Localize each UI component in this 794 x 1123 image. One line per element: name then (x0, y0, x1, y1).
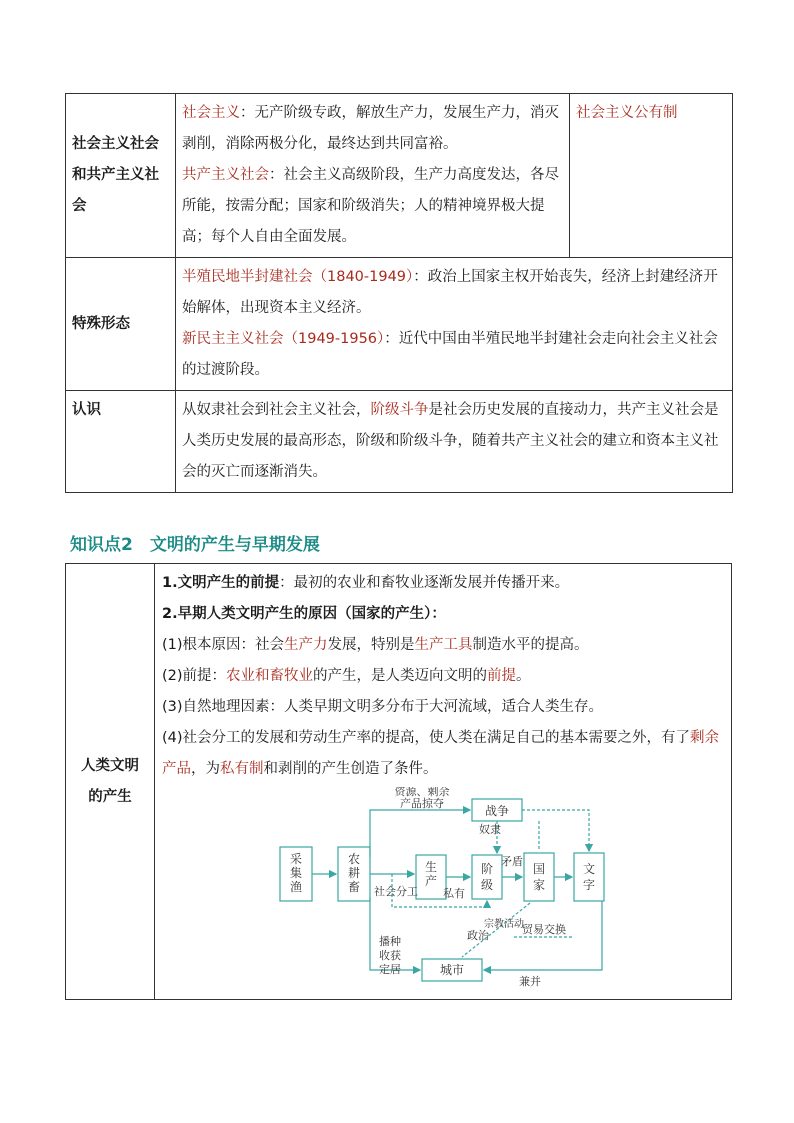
sub-item-2-mid: 的产生，是人类迈向文明的 (313, 668, 488, 684)
sub-item-1-post: 制造水平的提高。 (472, 637, 589, 653)
label-war: 战争 (484, 804, 510, 818)
private-ownership-term: 私有制 (220, 761, 264, 777)
label-city: 城市 (439, 963, 465, 977)
special-forms-cell (176, 258, 733, 391)
label-conflict: 矛盾 (501, 855, 523, 868)
civilization-cell (155, 564, 732, 1000)
sub-item-1 (162, 630, 725, 661)
label-annex: 兼并 (519, 975, 541, 987)
agriculture-term: 农业和畜牧业 (226, 668, 314, 684)
label-prod-2: 产 (424, 874, 438, 888)
item-2-head: 2.早期人类文明产生的原因（国家的产生）： (162, 606, 446, 622)
sub-item-3: (3)自然地理因素：人类早期文明多分布于大河流域，适合人类生存。 (162, 699, 604, 715)
label-plunder: 产品掠夺 (400, 797, 444, 810)
sub-item-2-pre: (2)前提： (162, 668, 227, 684)
society-forms-table (65, 93, 733, 493)
premise-term: 前提 (487, 668, 517, 684)
label-settle: 定居 (379, 963, 401, 976)
class-struggle-term: 阶级斗争 (370, 402, 429, 418)
label-prod-1: 生 (424, 860, 438, 874)
label-gather-2: 集 (289, 866, 303, 880)
semi-colonial-term: 半殖民地半封建社会（1840-1949） (182, 269, 414, 285)
label-religion: 宗教活动 (484, 919, 524, 930)
sub-item-4-mid: ，为 (191, 761, 220, 777)
communism-term: 共产主义社会 (182, 167, 269, 183)
communism-text: ：社会主义高级阶段，生产力高度发达，各尽所能，按需分配；国家和阶级消失；人的精神境界极大提高；每个人自由全面发展。 (182, 167, 559, 245)
item-1 (162, 568, 725, 599)
label-class-2: 级 (480, 878, 494, 892)
state-box (524, 853, 554, 901)
label-writing-1: 文 (582, 862, 596, 876)
label-state-2: 家 (532, 878, 546, 892)
sub-item-4 (162, 723, 725, 785)
sub-item-4-post: 和剥削的产生创造了条件。 (263, 761, 438, 777)
label-writing-2: 字 (582, 878, 596, 892)
section-title: 知识点2 文明的产生与早期发展 (70, 535, 320, 555)
label-gather-1: 采 (289, 852, 303, 866)
productivity-term: 生产力 (284, 637, 328, 653)
label-resources: 资源、剩余 (394, 787, 450, 798)
table-row (66, 391, 733, 493)
sub-item-1-pre: (1)根本原因：社会 (162, 637, 285, 653)
row-label-civilization: 人类文明的产生 (66, 564, 155, 1000)
civilization-diagram (272, 787, 612, 987)
label-sow: 播种 (379, 935, 401, 948)
semi-colonial-text: ：政治上国家主权开始丧失，经济上封建经济开始解体，出现资本主义经济。 (182, 269, 718, 316)
sub-item-2 (162, 661, 725, 692)
socialism-text: ：无产阶级专政，解放生产力，发展生产力，消灭剥削，消除两极分化，最终达到共同富裕。 (182, 105, 559, 152)
writing-box (574, 853, 604, 901)
new-democracy-term: 新民主主义社会（1949-1956） (182, 331, 385, 347)
tools-term: 生产工具 (414, 637, 473, 653)
row-label-understanding: 认识 (66, 391, 176, 493)
understanding-cell (176, 391, 733, 493)
understanding-post: 是社会历史发展的直接动力，共产主义社会是人类历史发展的最高形态，阶级和阶级斗争，随着共产主义社会的建立和资本主义社会的灭亡而逐渐消失。 (182, 402, 719, 480)
label-farm-1: 农 (347, 852, 361, 866)
label-farm-3: 畜 (347, 880, 361, 894)
sub-item-2-post: 。 (516, 668, 531, 684)
item-1-head: 1.文明产生的前提 (162, 575, 280, 591)
socialism-cell (176, 94, 570, 258)
label-harvest: 收获 (379, 949, 401, 962)
sub-item-4-pre: (4)社会分工的发展和劳动生产率的提高，使人类在满足自己的基本需要之外，有了 (162, 730, 691, 746)
row-label-socialism: 社会主义社会和共产主义社会 (66, 94, 176, 258)
surplus-term: 剩余产品 (162, 730, 720, 777)
label-division: 社会分工 (374, 885, 418, 898)
item-1-text: ：最初的农业和畜牧业逐渐发展并传播开来。 (279, 575, 570, 591)
new-democracy-text: ：近代中国由半殖民地半封建社会走向社会主义社会的过渡阶段。 (182, 331, 718, 378)
table-row (66, 94, 733, 258)
understanding-pre: 从奴隶社会到社会主义社会， (182, 402, 371, 418)
label-slaves: 奴隶 (479, 823, 501, 836)
sub-item-1-mid: 发展，特别是 (327, 637, 415, 653)
socialism-term: 社会主义 (182, 105, 240, 121)
label-politics: 政治 (467, 929, 489, 942)
label-farm-2: 耕 (347, 866, 361, 880)
table-row (66, 564, 732, 1000)
row-label-special: 特殊形态 (66, 258, 176, 391)
table-row (66, 258, 733, 391)
label-gather-3: 渔 (289, 880, 303, 894)
civilization-table (65, 563, 732, 1000)
side-note: 社会主义公有制 (570, 94, 733, 258)
label-class-1: 阶 (480, 862, 494, 876)
label-trade: 贸易交换 (522, 923, 566, 936)
label-private: 私有 (443, 887, 465, 900)
label-state-1: 国 (532, 862, 546, 876)
